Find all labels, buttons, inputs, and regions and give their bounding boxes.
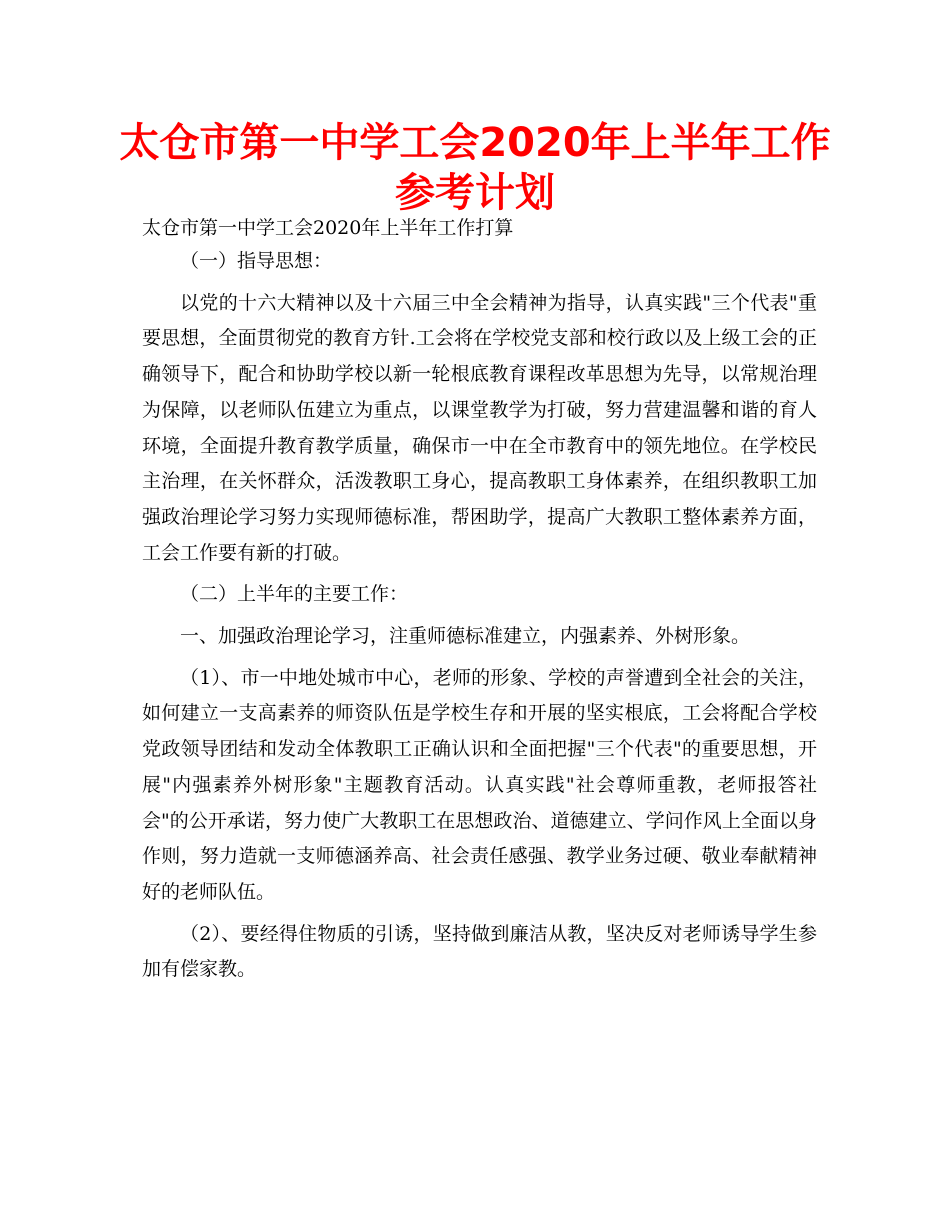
paragraph-item-one: （1）、市一中地处城市中心，老师的形象、学校的声誉遭到全社会的关注，如何建立一支高素养的师资队伍是学校生存和开展的坚实根底，工会将配合学校党政领导团结和发动全体教职工正确认识和全面把握"三个代表"的重要思想，开展"内强素养外树形象"主题教育活动。认真实践"社会尊师重教，老师报答社会"的公开承诺，努力使广大教职工在思想政治、道德建立、学问作风上全面以身作则，努力造就一支师德涵养高、社会责任感强、教学业务过硬、敬业奉献精神好的老师队伍。 bbox=[142, 666, 817, 903]
document-subtitle: 太仓市第一中学工会2020年上半年工作打算 bbox=[142, 217, 514, 239]
paragraph-section-one: 一、加强政治理论学习，注重师德标准建立，内强素养、外树形象。 bbox=[180, 625, 751, 648]
document-body bbox=[142, 212, 817, 988]
paragraph-guiding-thought: 以党的十六大精神以及十六届三中全会精神为指导，认真实践"三个代表"重要思想，全面贯彻党的教育方针.工会将在学校党支部和校行政以及上级工会的正确领导下，配合和协助学校以新一轮根底教育课程改革思想为先导，以常规治理为保障，以老师队伍建立为重点，以课堂教学为打破，努力营建温馨和谐的育人环境，全面提升教育教学质量，确保市一中在全市教育中的领先地位。在学校民主治理，在关怀群众，活泼教职工身心，提高教职工身体素养，在组织教职工加强政治理论学习努力实现师德标准，帮困助学，提高广大教职工整体素养方面，工会工作要有新的打破。 bbox=[142, 291, 817, 564]
paragraph-main-work-heading: （二）上半年的主要工作： bbox=[180, 583, 409, 606]
document-title: 太仓市第一中学工会2020年上半年工作参考计划 bbox=[119, 120, 831, 216]
paragraph-item-two: （2）、要经得住物质的引诱，坚持做到廉洁从教，坚决反对老师诱导学生参加有偿家教。 bbox=[142, 922, 817, 981]
paragraph-guiding-heading: （一）指导思想： bbox=[180, 250, 333, 272]
